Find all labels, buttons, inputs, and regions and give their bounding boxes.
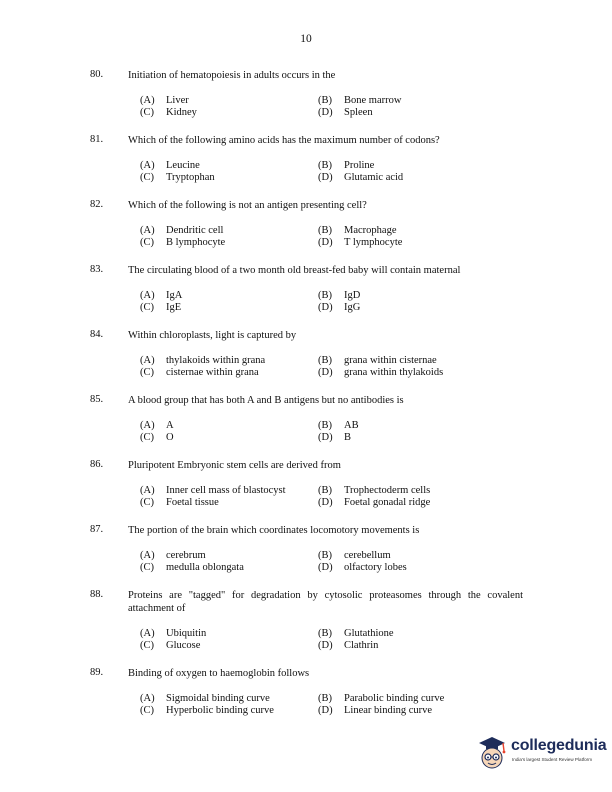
question-number: 80. <box>90 69 104 80</box>
option-b: (B) Proline <box>318 160 375 171</box>
option-d: (D) B <box>318 432 352 443</box>
option-a: (A) Inner cell mass of blastocyst <box>140 485 286 496</box>
brand-name: collegedunia <box>511 737 607 754</box>
brand-tagline: India's largest Student Review Platform <box>512 757 593 762</box>
option-b: (B) cerebellum <box>318 550 391 561</box>
question-number: 86. <box>90 459 104 470</box>
question-number: 82. <box>90 199 104 210</box>
question-text: The portion of the brain which coordinates locomotory movements is <box>128 525 420 536</box>
question-number: 85. <box>90 394 104 405</box>
question-text: Within chloroplasts, light is captured by <box>128 330 297 341</box>
option-c: (C) Glucose <box>140 640 201 651</box>
option-a: (A) Ubiquitin <box>140 628 207 639</box>
option-c: (C) Tryptophan <box>140 172 215 183</box>
option-d: (D) Glutamic acid <box>318 172 404 183</box>
option-a: (A) A <box>140 420 174 431</box>
option-b: (B) AB <box>318 420 359 431</box>
option-b: (B) Macrophage <box>318 225 397 236</box>
option-c: (C) B lymphocyte <box>140 237 226 248</box>
question-number: 89. <box>90 667 104 678</box>
option-d: (D) Foetal gonadal ridge <box>318 497 431 508</box>
option-d: (D) IgG <box>318 302 361 313</box>
option-b: (B) grana within cisternae <box>318 355 437 366</box>
option-a: (A) Leucine <box>140 160 200 171</box>
option-c: (C) Foetal tissue <box>140 497 219 508</box>
option-c: (C) Hyperbolic binding curve <box>140 705 274 716</box>
option-d: (D) olfactory lobes <box>318 562 407 573</box>
option-a: (A) thylakoids within grana <box>140 355 266 366</box>
option-c: (C) O <box>140 432 174 443</box>
question-text: Proteins are "tagged" for degradation by cytosolic proteasomes through the covalent attachment of <box>128 590 523 614</box>
page-number: 10 <box>300 33 312 45</box>
option-a: (A) cerebrum <box>140 550 206 561</box>
question-text: The circulating blood of a two month old breast-fed baby will contain maternal <box>128 265 461 276</box>
option-b: (B) Bone marrow <box>318 95 402 106</box>
option-d: (D) Linear binding curve <box>318 705 433 716</box>
option-d: (D) T lymphocyte <box>318 237 403 248</box>
question-number: 81. <box>90 134 104 145</box>
option-c: (C) medulla oblongata <box>140 562 244 573</box>
option-b: (B) Parabolic binding curve <box>318 693 445 704</box>
question-text: Binding of oxygen to haemoglobin follows <box>128 668 310 679</box>
option-d: (D) Spleen <box>318 107 373 118</box>
option-a: (A) IgA <box>140 290 183 301</box>
question-number: 88. <box>90 589 104 600</box>
option-c: (C) Kidney <box>140 107 197 118</box>
option-b: (B) Glutathione <box>318 628 394 639</box>
collegedunia-logo <box>475 733 605 777</box>
option-a: (A) Liver <box>140 95 189 106</box>
question-text: Which of the following amino acids has the maximum number of codons? <box>128 135 440 146</box>
question-number: 83. <box>90 264 104 275</box>
mascot-icon <box>475 733 509 773</box>
option-c: (C) cisternae within grana <box>140 367 259 378</box>
option-a: (A) Dendritic cell <box>140 225 224 236</box>
option-b: (B) Trophectoderm cells <box>318 485 431 496</box>
option-a: (A) Sigmoidal binding curve <box>140 693 270 704</box>
option-d: (D) grana within thylakoids <box>318 367 444 378</box>
question-text: Initiation of hematopoiesis in adults occurs in the <box>128 70 336 81</box>
question-text: A blood group that has both A and B antigens but no antibodies is <box>128 395 404 406</box>
question-text: Which of the following is not an antigen presenting cell? <box>128 200 367 211</box>
question-number: 84. <box>90 329 104 340</box>
question-text: Pluripotent Embryonic stem cells are derived from <box>128 460 341 471</box>
option-c: (C) IgE <box>140 302 182 313</box>
option-b: (B) IgD <box>318 290 361 301</box>
question-number: 87. <box>90 524 104 535</box>
option-d: (D) Clathrin <box>318 640 379 651</box>
